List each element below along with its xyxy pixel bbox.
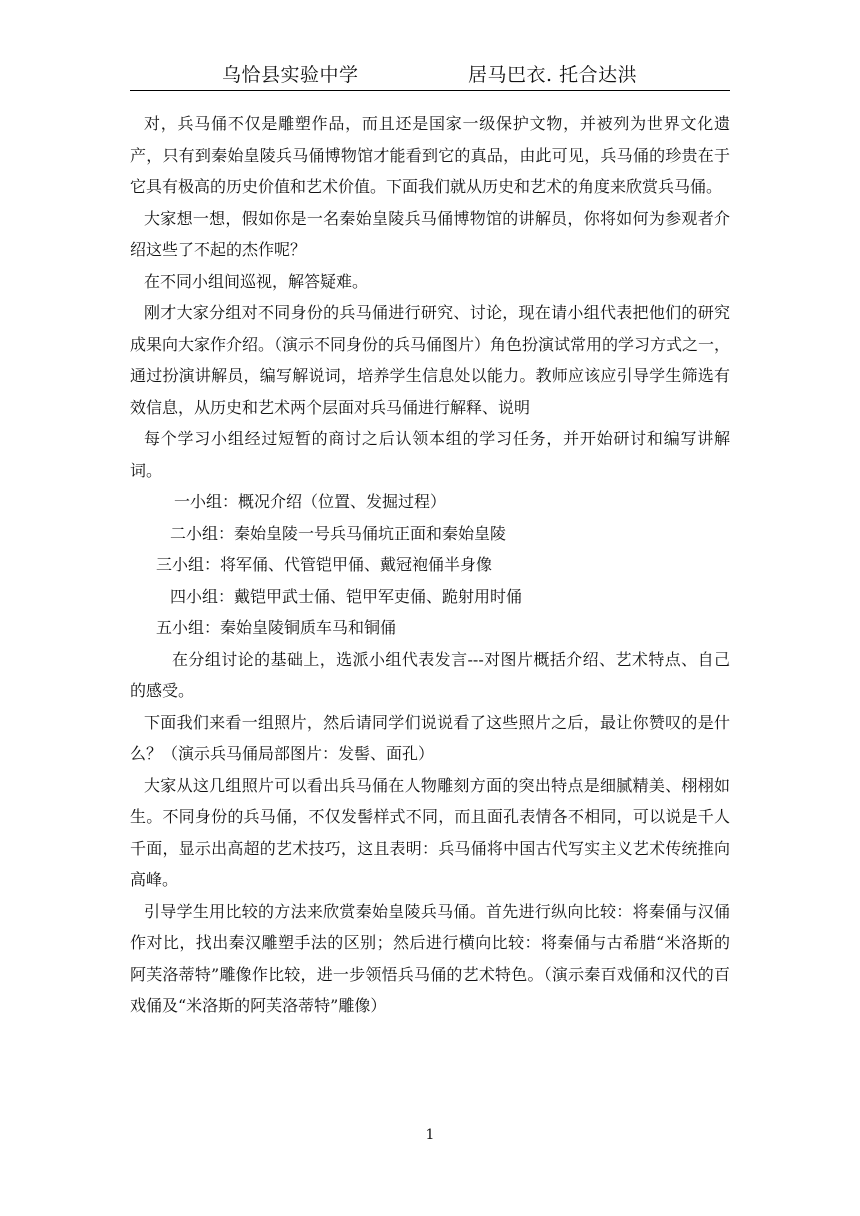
- paragraph-group-task: 每个学习小组经过短暂的商讨之后认领本组的学习任务，并开始研讨和编写讲解词。: [130, 429, 730, 480]
- paragraph-patrol: 在不同小组间巡视，解答疑难。: [144, 271, 369, 291]
- group-item-4: 四小组：戴铠甲武士俑、铠甲军吏俑、跪射用时俑: [170, 586, 523, 606]
- group-item-2: 二小组：秦始皇陵一号兵马俑坑正面和秦始皇陵: [170, 523, 507, 543]
- paragraph-features: 大家从这几组照片可以看出兵马俑在人物雕刻方面的突出特点是细腻精美、栩栩如生。不同身份的兵马俑，不仅发髻样式不同，而且面孔表情各不相同，可以说是千人千面，显示出高超的艺术技巧，这且表明：兵马俑将中国古代写实主义艺术传统推向高峰。: [130, 775, 730, 889]
- paragraph-photos: 下面我们来看一组照片，然后请同学们说说看了这些照片之后，最让你赞叹的是什么？（演示兵马俑局部图片：发髻、面孔）: [130, 712, 730, 763]
- document-body: [130, 108, 730, 1022]
- group-item-1: 一小组：概况介绍（位置、发掘过程）: [174, 492, 447, 511]
- page-header: [130, 62, 730, 91]
- group-item-3: 三小组：将军俑、代管铠甲俑、戴冠袍俑半身像: [156, 555, 493, 574]
- page-number: 1: [425, 1127, 435, 1143]
- school-name: 乌恰县实验中学: [222, 64, 359, 86]
- group-item-5: 五小组：秦始皇陵铜质车马和铜俑: [156, 618, 397, 637]
- paragraph-discussion: 在分组讨论的基础上，选派小组代表发言---对图片概括介绍、艺术特点、自己的感受。: [130, 649, 730, 700]
- paragraph-question: 大家想一想，假如你是一名秦始皇陵兵马俑博物馆的讲解员，你将如何为参观者介绍这些了不起的杰作呢？: [130, 208, 730, 259]
- author-name: 居马巴衣. 托合达洪: [468, 64, 638, 86]
- paragraph-presentation: 刚才大家分组对不同身份的兵马俑进行研究、讨论，现在请小组代表把他们的研究成果向大家作介绍。（演示不同身份的兵马俑图片）角色扮演试常用的学习方式之一，通过扮演讲解员，编写解说词，培养学生信息处以能力。教师应该应引导学生筛选有效信息，从历史和艺术两个层面对兵马俑进行解释、说明: [130, 303, 731, 417]
- paragraph-intro: 对，兵马俑不仅是雕塑作品，而且还是国家一级保护文物，并被列为世界文化遗产，只有到秦始皇陵兵马俑博物馆才能看到它的真品，由此可见，兵马俑的珍贵在于它具有极高的历史价值和艺术价值。下面我们就从历史和艺术的角度来欣赏兵马俑。: [130, 114, 730, 196]
- paragraph-comparison: 引导学生用比较的方法来欣赏秦始皇陵兵马俑。首先进行纵向比较：将秦俑与汉俑作对比，找出秦汉雕塑手法的区别；然后进行横向比较：将秦俑与古希腊“米洛斯的阿芙洛蒂特”雕像作比较，进一步领悟兵马俑的艺术特色。（演示秦百戏俑和汉代的百戏俑及“米洛斯的阿芙洛蒂特”雕像）: [130, 901, 730, 1015]
